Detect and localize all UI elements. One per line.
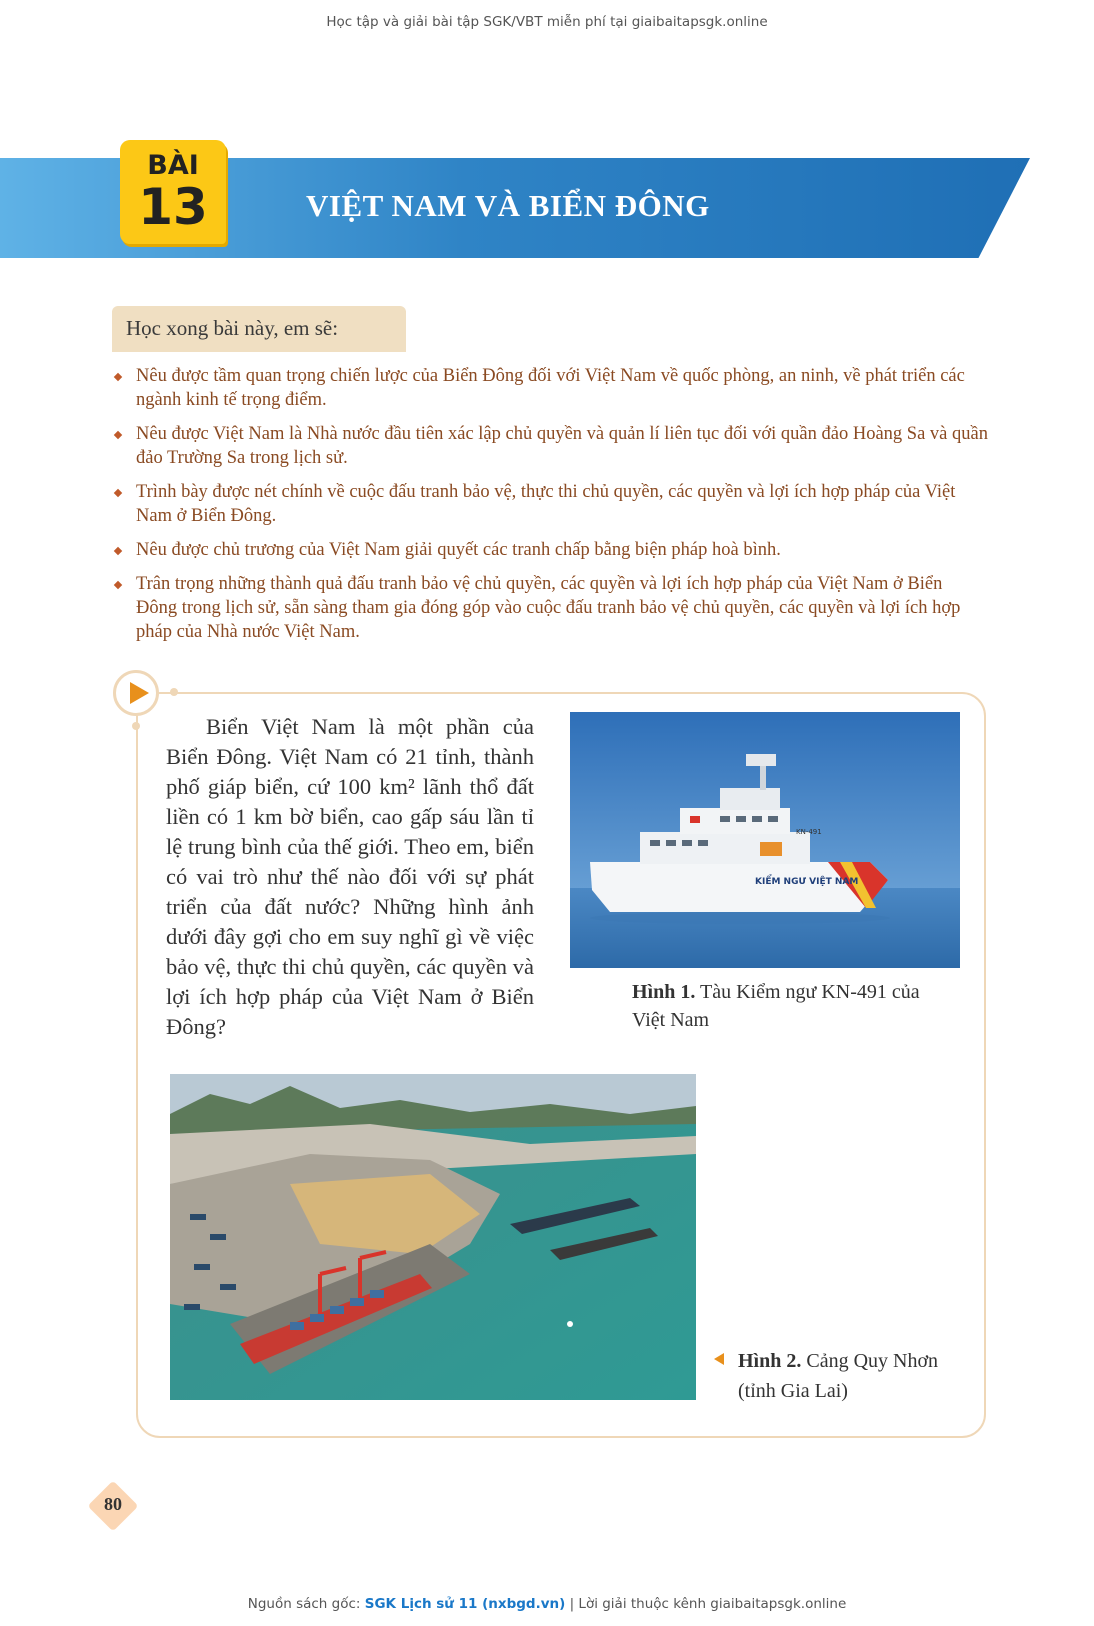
play-icon [113,670,159,716]
objective-item: Trân trọng những thành quả đấu tranh bảo vệ chủ quyền, các quyền và lợi ích hợp pháp của Việt Nam ở Biển Đông trong lịch sử, sẵn sàng tham gia đóng góp vào cuộc đấu tranh bảo vệ chủ quyền, các quyền và lợi ích hợp pháp của Nhà nước Việt Nam. [112,572,988,644]
objectives-list [112,364,988,654]
caption-pointer-icon [714,1353,724,1365]
footer-note [0,1596,1094,1612]
figure2-caption [738,1346,978,1406]
footer-source-link[interactable]: SGK Lịch sử 11 (nxbgd.vn) [364,1596,566,1612]
page-number: 80 [104,1494,122,1514]
header-note: Học tập và giải bài tập SGK/VBT miễn phí tại giaibaitapsgk.online [326,14,768,30]
figure1-label: Hình 1. [632,981,696,1003]
ship-hull-text: KIỂM NGƯ VIỆT NAM [755,877,859,887]
quy-nhon-port-photo [170,1074,696,1400]
objective-item: Nêu được Việt Nam là Nhà nước đầu tiên xác lập chủ quyền và quản lí liên tục đối với quần đảo Hoàng Sa và quần đảo Trường Sa trong lịch sử. [112,422,988,470]
objective-item: Trình bày được nét chính về cuộc đấu tranh bảo vệ, thực thi chủ quyền, các quyền và lợi ích hợp pháp của Việt Nam ở Biển Đông. [112,480,988,528]
lesson-badge [120,140,226,244]
objectives-heading: Học xong bài này, em sẽ: [126,316,339,340]
figure2-label: Hình 2. [738,1350,802,1372]
frame-dot [170,688,178,696]
footer-suffix: | Lời giải thuộc kênh giaibaitapsgk.online [569,1596,847,1612]
objective-item: Nêu được chủ trương của Việt Nam giải quyết các tranh chấp bằng biện pháp hoà bình. [112,538,988,562]
ship-hull-number: KN-491 [796,828,822,836]
frame-dot [132,722,140,730]
fisheries-ship-photo [570,712,960,968]
lesson-badge-label: BÀI [147,150,199,181]
figure1-caption-text: Tàu Kiểm ngư KN-491 của Việt Nam [632,981,920,1031]
lesson-number: 13 [138,178,208,236]
figure2-caption-text: Cảng Quy Nhơn (tỉnh Gia Lai) [738,1350,939,1402]
lesson-title: VIỆT NAM VÀ BIỂN ĐÔNG [306,188,710,223]
objective-item: Nêu được tầm quan trọng chiến lược của Biển Đông đối với Việt Nam về quốc phòng, an ninh, về phát triển các ngành kinh tế trọng điểm. [112,364,988,412]
figure1-caption [632,978,942,1034]
opening-paragraph: Biển Việt Nam là một phần của Biển Đông. Việt Nam có 21 tỉnh, thành phố giáp biển, cứ 100 km² lãnh thổ đất liền có 1 km bờ biển, cao gấp sáu lần tỉ lệ trung bình của thế giới. Theo em, biển có vai trò như thế nào đối với sự phát triển của đất nước? Những hình ảnh dưới đây gợi cho em suy nghĩ gì về việc bảo vệ, thực thi chủ quyền, các quyền và lợi ích hợp pháp của Việt Nam ở Biển Đông? [166,714,534,1039]
footer-prefix: Nguồn sách gốc: [247,1596,361,1612]
